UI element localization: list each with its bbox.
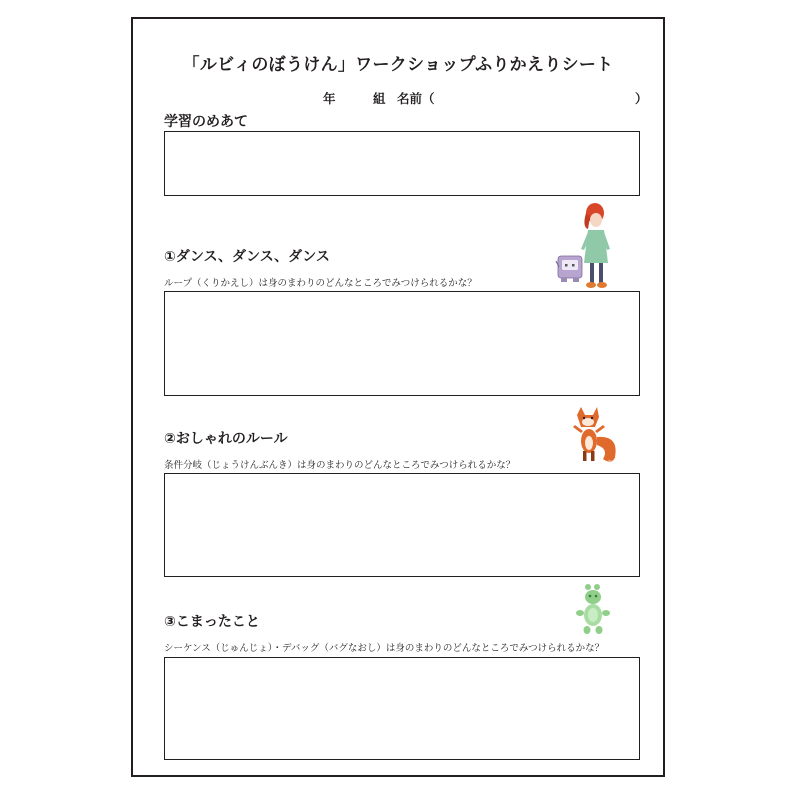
year-label: 年 bbox=[323, 91, 336, 106]
sheet-title: 「ルビィのぼうけん」ワークショップふりかえりシート bbox=[182, 55, 614, 75]
green-bug-illustration bbox=[575, 583, 611, 641]
fox-illustration bbox=[571, 405, 623, 471]
girl-with-robot-illustration bbox=[555, 199, 617, 295]
section-2-answer-box[interactable] bbox=[164, 473, 640, 577]
section-1-heading: ①ダンス、ダンス、ダンス bbox=[164, 249, 330, 265]
name-close-paren: ） bbox=[635, 91, 648, 106]
class-label: 組 bbox=[373, 91, 386, 106]
section-1-question: ループ（くりかえし）は身のまわりのどんなところでみつけられるかな？ bbox=[164, 278, 477, 289]
goal-heading: 学習のめあて bbox=[164, 114, 248, 130]
section-3-heading: ③こまったこと bbox=[164, 614, 260, 630]
section-3-question: シーケンス（じゅんじょ）・デバッグ（バグなおし）は身のまわりのどんなところでみつけられるかな？ bbox=[164, 643, 605, 654]
section-3-answer-box[interactable] bbox=[164, 657, 640, 760]
goal-answer-box[interactable] bbox=[164, 131, 640, 196]
name-label: 名前（ bbox=[397, 91, 435, 106]
section-2-question: 条件分岐（じょうけんぶんき）は身のまわりのどんなところでみつけられるかな？ bbox=[164, 460, 516, 471]
worksheet bbox=[131, 17, 665, 777]
section-1-answer-box[interactable] bbox=[164, 291, 640, 396]
section-2-heading: ②おしゃれのルール bbox=[164, 431, 288, 447]
